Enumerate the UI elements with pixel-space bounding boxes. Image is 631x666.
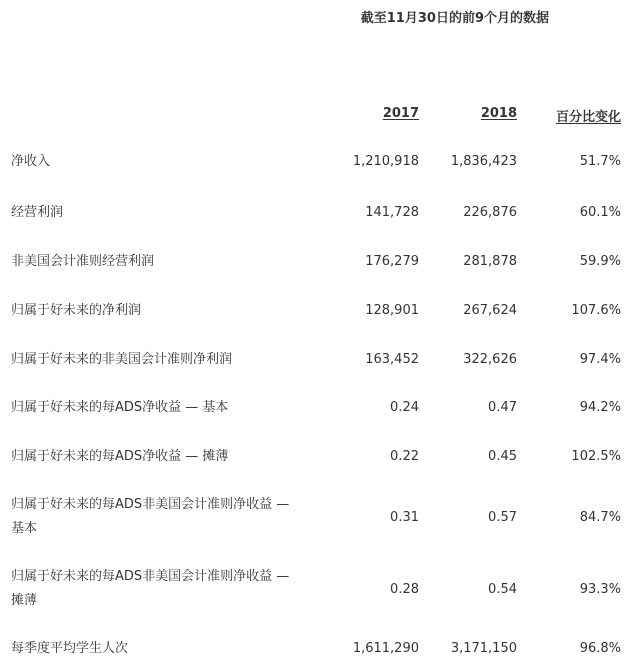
change-percent: 97.4% <box>579 352 621 367</box>
value-2018: 267,624 <box>463 303 517 318</box>
row-label: 净收入 <box>11 154 51 169</box>
value-2018: 1,836,423 <box>450 154 517 169</box>
row-label: 经营利润 <box>11 205 64 220</box>
value-2017: 163,452 <box>365 352 419 367</box>
value-2017: 128,901 <box>365 303 419 318</box>
period-title: 截至11月30日的前9个月的数据 <box>360 11 549 26</box>
value-2018: 322,626 <box>463 352 517 367</box>
change-percent: 51.7% <box>579 154 621 169</box>
value-2017: 141,728 <box>365 205 419 220</box>
table-row <box>0 639 631 659</box>
value-2018: 226,876 <box>463 205 517 220</box>
table-row <box>0 203 631 223</box>
value-2018: 0.57 <box>488 510 517 525</box>
column-header-2018: 2018 <box>480 106 517 121</box>
change-percent: 94.2% <box>579 400 621 415</box>
column-header-2017: 2017 <box>382 106 419 121</box>
table-row <box>0 447 631 467</box>
change-percent: 60.1% <box>579 205 621 220</box>
table-row <box>0 350 631 370</box>
value-2017: 0.28 <box>390 582 419 597</box>
value-2018: 3,171,150 <box>450 641 517 656</box>
table-row <box>0 301 631 321</box>
table-row <box>0 252 631 272</box>
change-percent: 93.3% <box>579 582 621 597</box>
table-row <box>0 152 631 172</box>
value-2018: 0.54 <box>488 582 517 597</box>
value-2018: 0.47 <box>488 400 517 415</box>
row-label: 非美国会计准则经营利润 <box>11 254 155 269</box>
value-2017: 1,210,918 <box>352 154 419 169</box>
row-label: 每季度平均学生人次 <box>11 641 129 656</box>
change-percent: 107.6% <box>571 303 621 318</box>
change-percent: 84.7% <box>579 510 621 525</box>
row-label: 归属于好未来的每ADS非美国会计准则净收益 — 基本 <box>11 497 290 536</box>
row-label: 归属于好未来的每ADS净收益 — 摊薄 <box>11 449 229 464</box>
value-2017: 0.24 <box>390 400 419 415</box>
table-row <box>0 398 631 418</box>
row-label: 归属于好未来的每ADS非美国会计准则净收益 — 摊薄 <box>11 569 290 608</box>
row-label: 归属于好未来的净利润 <box>11 303 142 318</box>
table-row <box>0 569 631 608</box>
row-label: 归属于好未来的非美国会计准则净利润 <box>11 352 233 367</box>
value-2017: 0.22 <box>390 449 419 464</box>
value-2018: 281,878 <box>463 254 517 269</box>
column-header-change: 百分比变化 <box>555 110 621 125</box>
value-2018: 0.45 <box>488 449 517 464</box>
value-2017: 1,611,290 <box>352 641 419 656</box>
row-label: 归属于好未来的每ADS净收益 — 基本 <box>11 400 229 415</box>
value-2017: 176,279 <box>365 254 419 269</box>
change-percent: 96.8% <box>579 641 621 656</box>
value-2017: 0.31 <box>390 510 419 525</box>
table-row <box>0 497 631 536</box>
change-percent: 59.9% <box>579 254 621 269</box>
change-percent: 102.5% <box>571 449 621 464</box>
